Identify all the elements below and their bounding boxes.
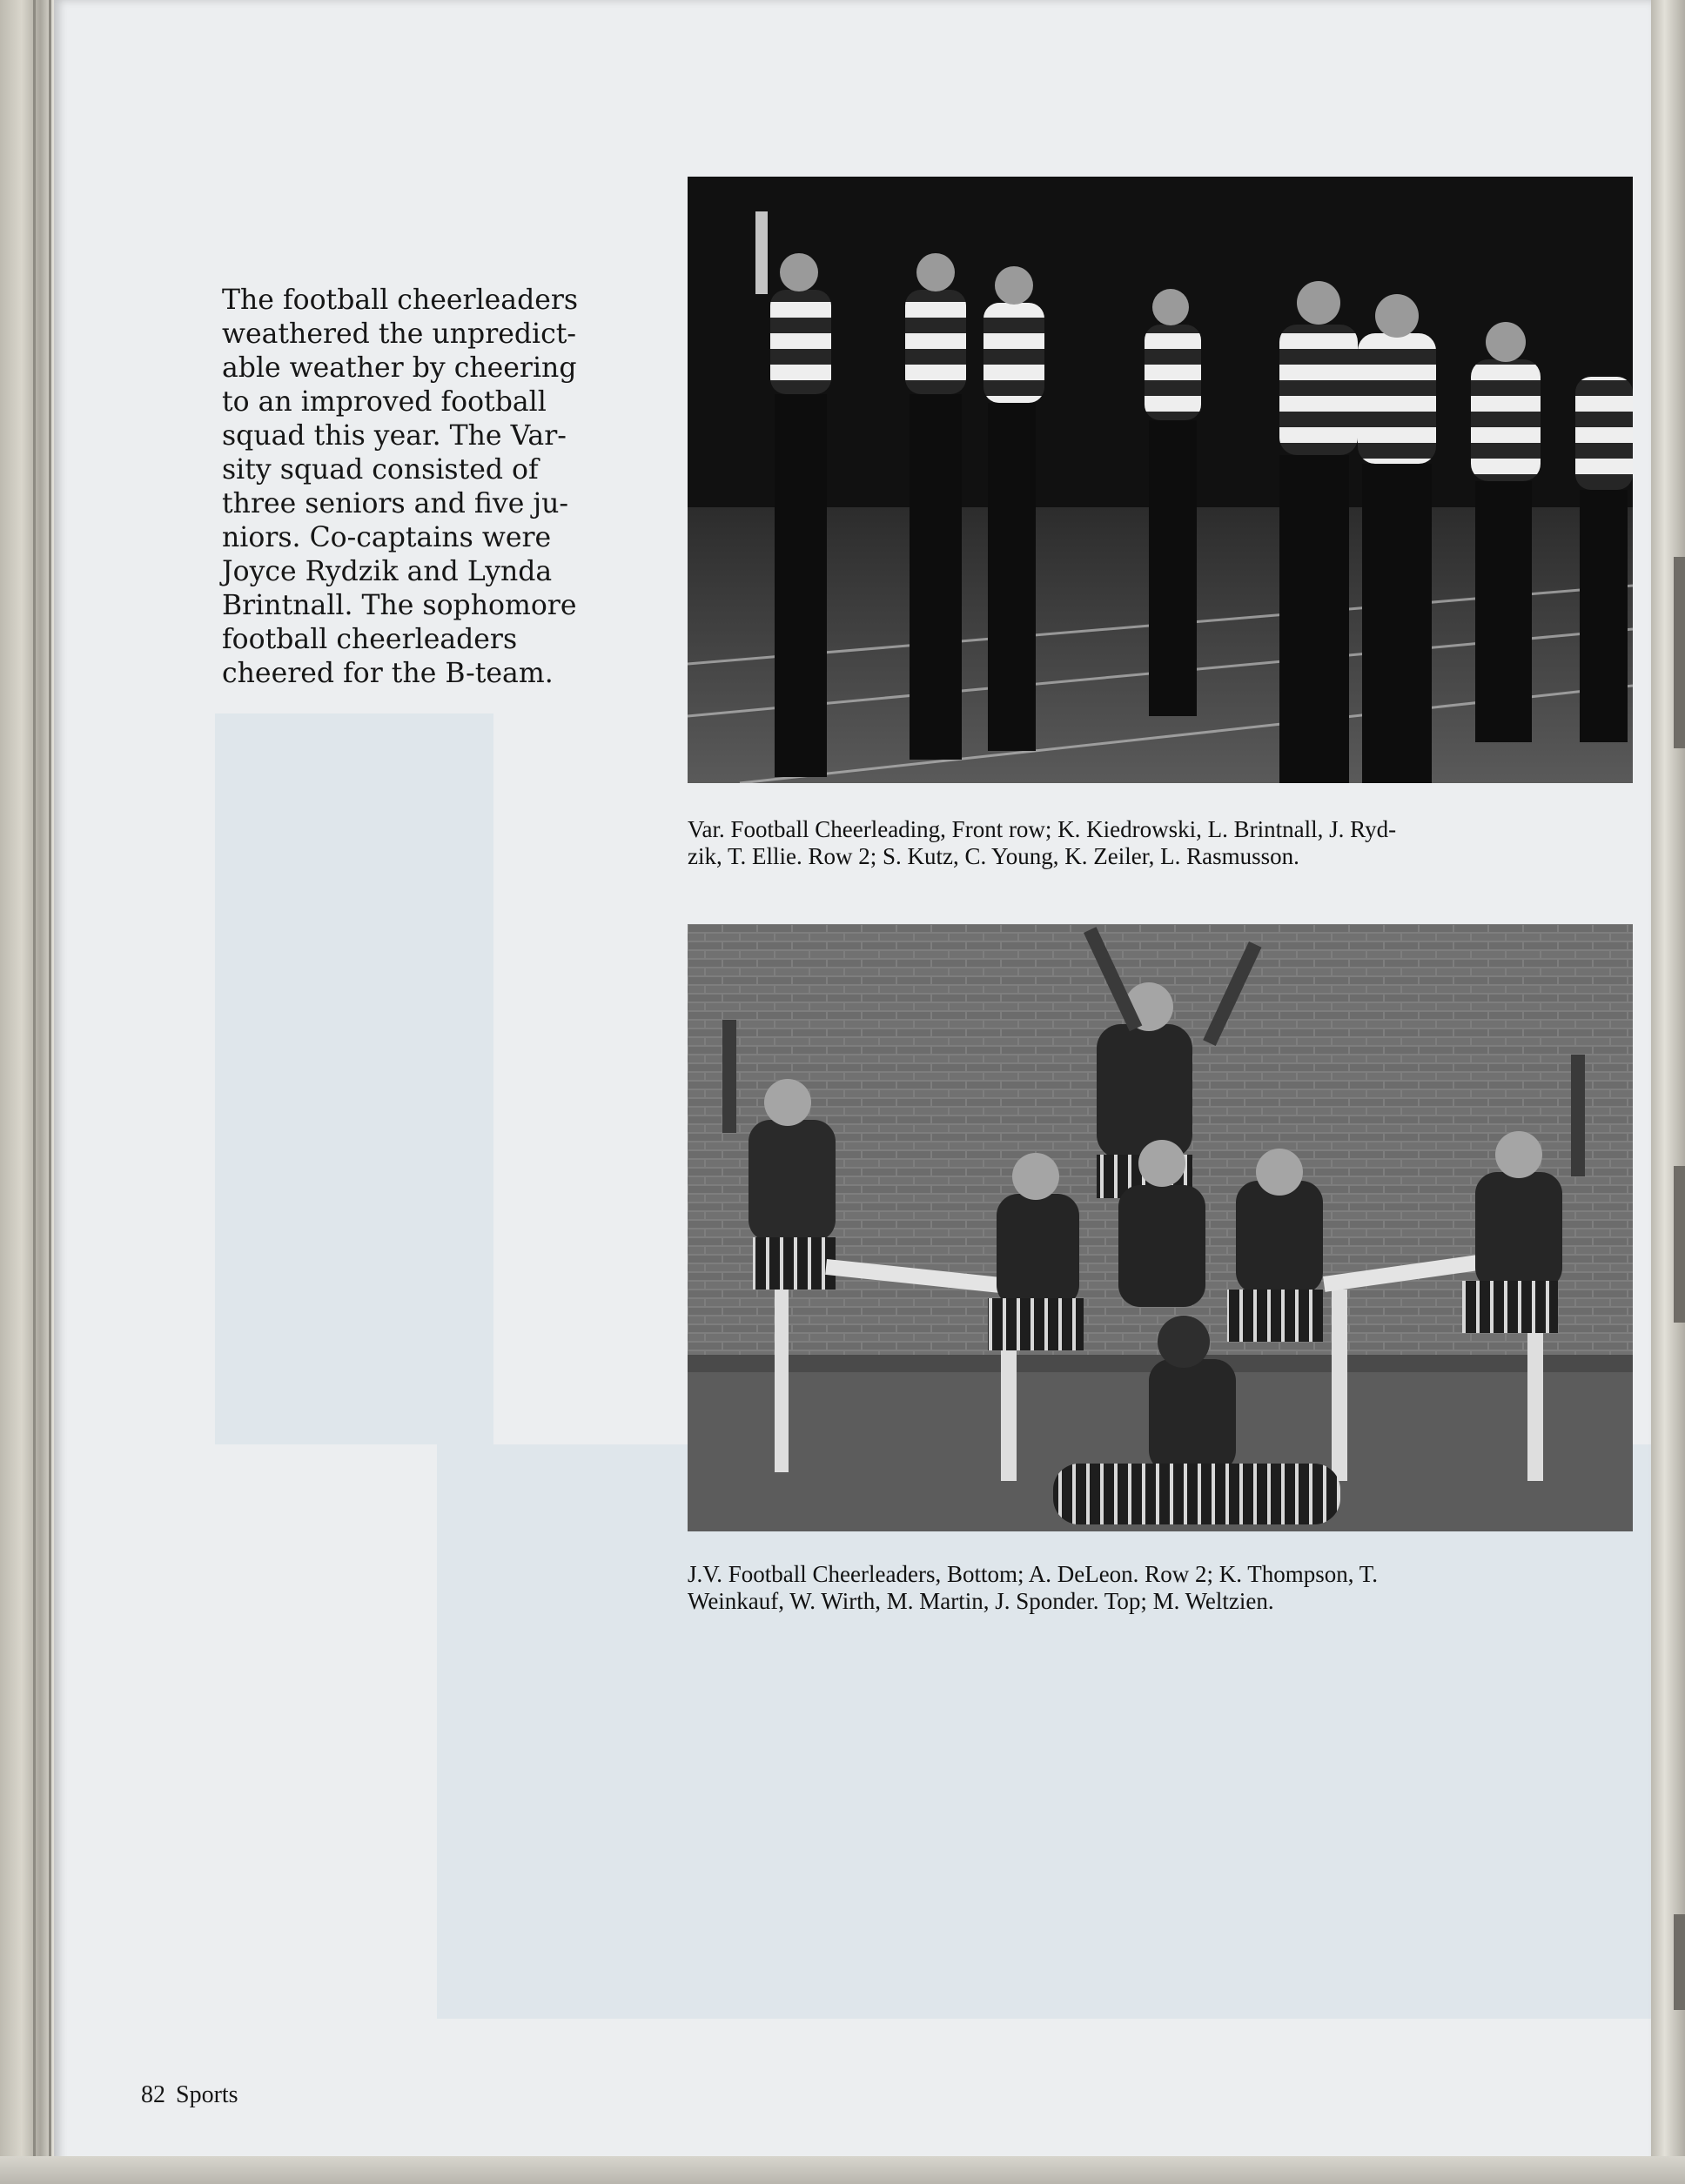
jv-photo-image [688,924,1633,1531]
binding-crease [33,0,36,2184]
page-edge-tab [1674,1914,1685,2010]
varsity-photo-caption [688,816,1593,870]
binding-crease [49,0,51,2184]
page-edge-tab [1674,557,1685,748]
page-edge-tab [1674,1166,1685,1323]
section-name: Sports [176,2081,238,2108]
intro-paragraph: The football cheerleaders weathered the unpredict- able weather by cheering to an improved football squad this year. The Var- sity squad consisted of three seniors and five ju- niors. Co-captains were Joyce Rydzik and Lynda Brintnall. The sophomore football cheerleaders cheered for the B-team. [222,285,579,689]
varsity-photo-image [688,177,1633,783]
varsity-caption-line: zik, T. Ellie. Row 2; S. Kutz, C. Young, K. Zeiler, L. Rasmusson. [688,843,1299,869]
book-binding [0,0,54,2184]
varsity-cheerleaders-photo [688,177,1633,783]
jv-photo-caption [688,1561,1593,1615]
jv-caption-line: Weinkauf, W. Wirth, M. Martin, J. Sponder. Top; M. Weltzien. [688,1588,1274,1614]
jv-caption-line: J.V. Football Cheerleaders, Bottom; A. DeLeon. Row 2; K. Thompson, T. [688,1561,1378,1587]
bleed-through-shadow [215,713,493,1444]
book-bottom-edge [0,2156,1685,2184]
jv-cheerleaders-photo [688,924,1633,1531]
page-footer [141,2081,238,2109]
varsity-caption-line: Var. Football Cheerleading, Front row; K. Kiedrowski, L. Brintnall, J. Ryd- [688,816,1397,842]
page-number: 82 [141,2081,165,2108]
next-page-edge [1651,0,1685,2184]
